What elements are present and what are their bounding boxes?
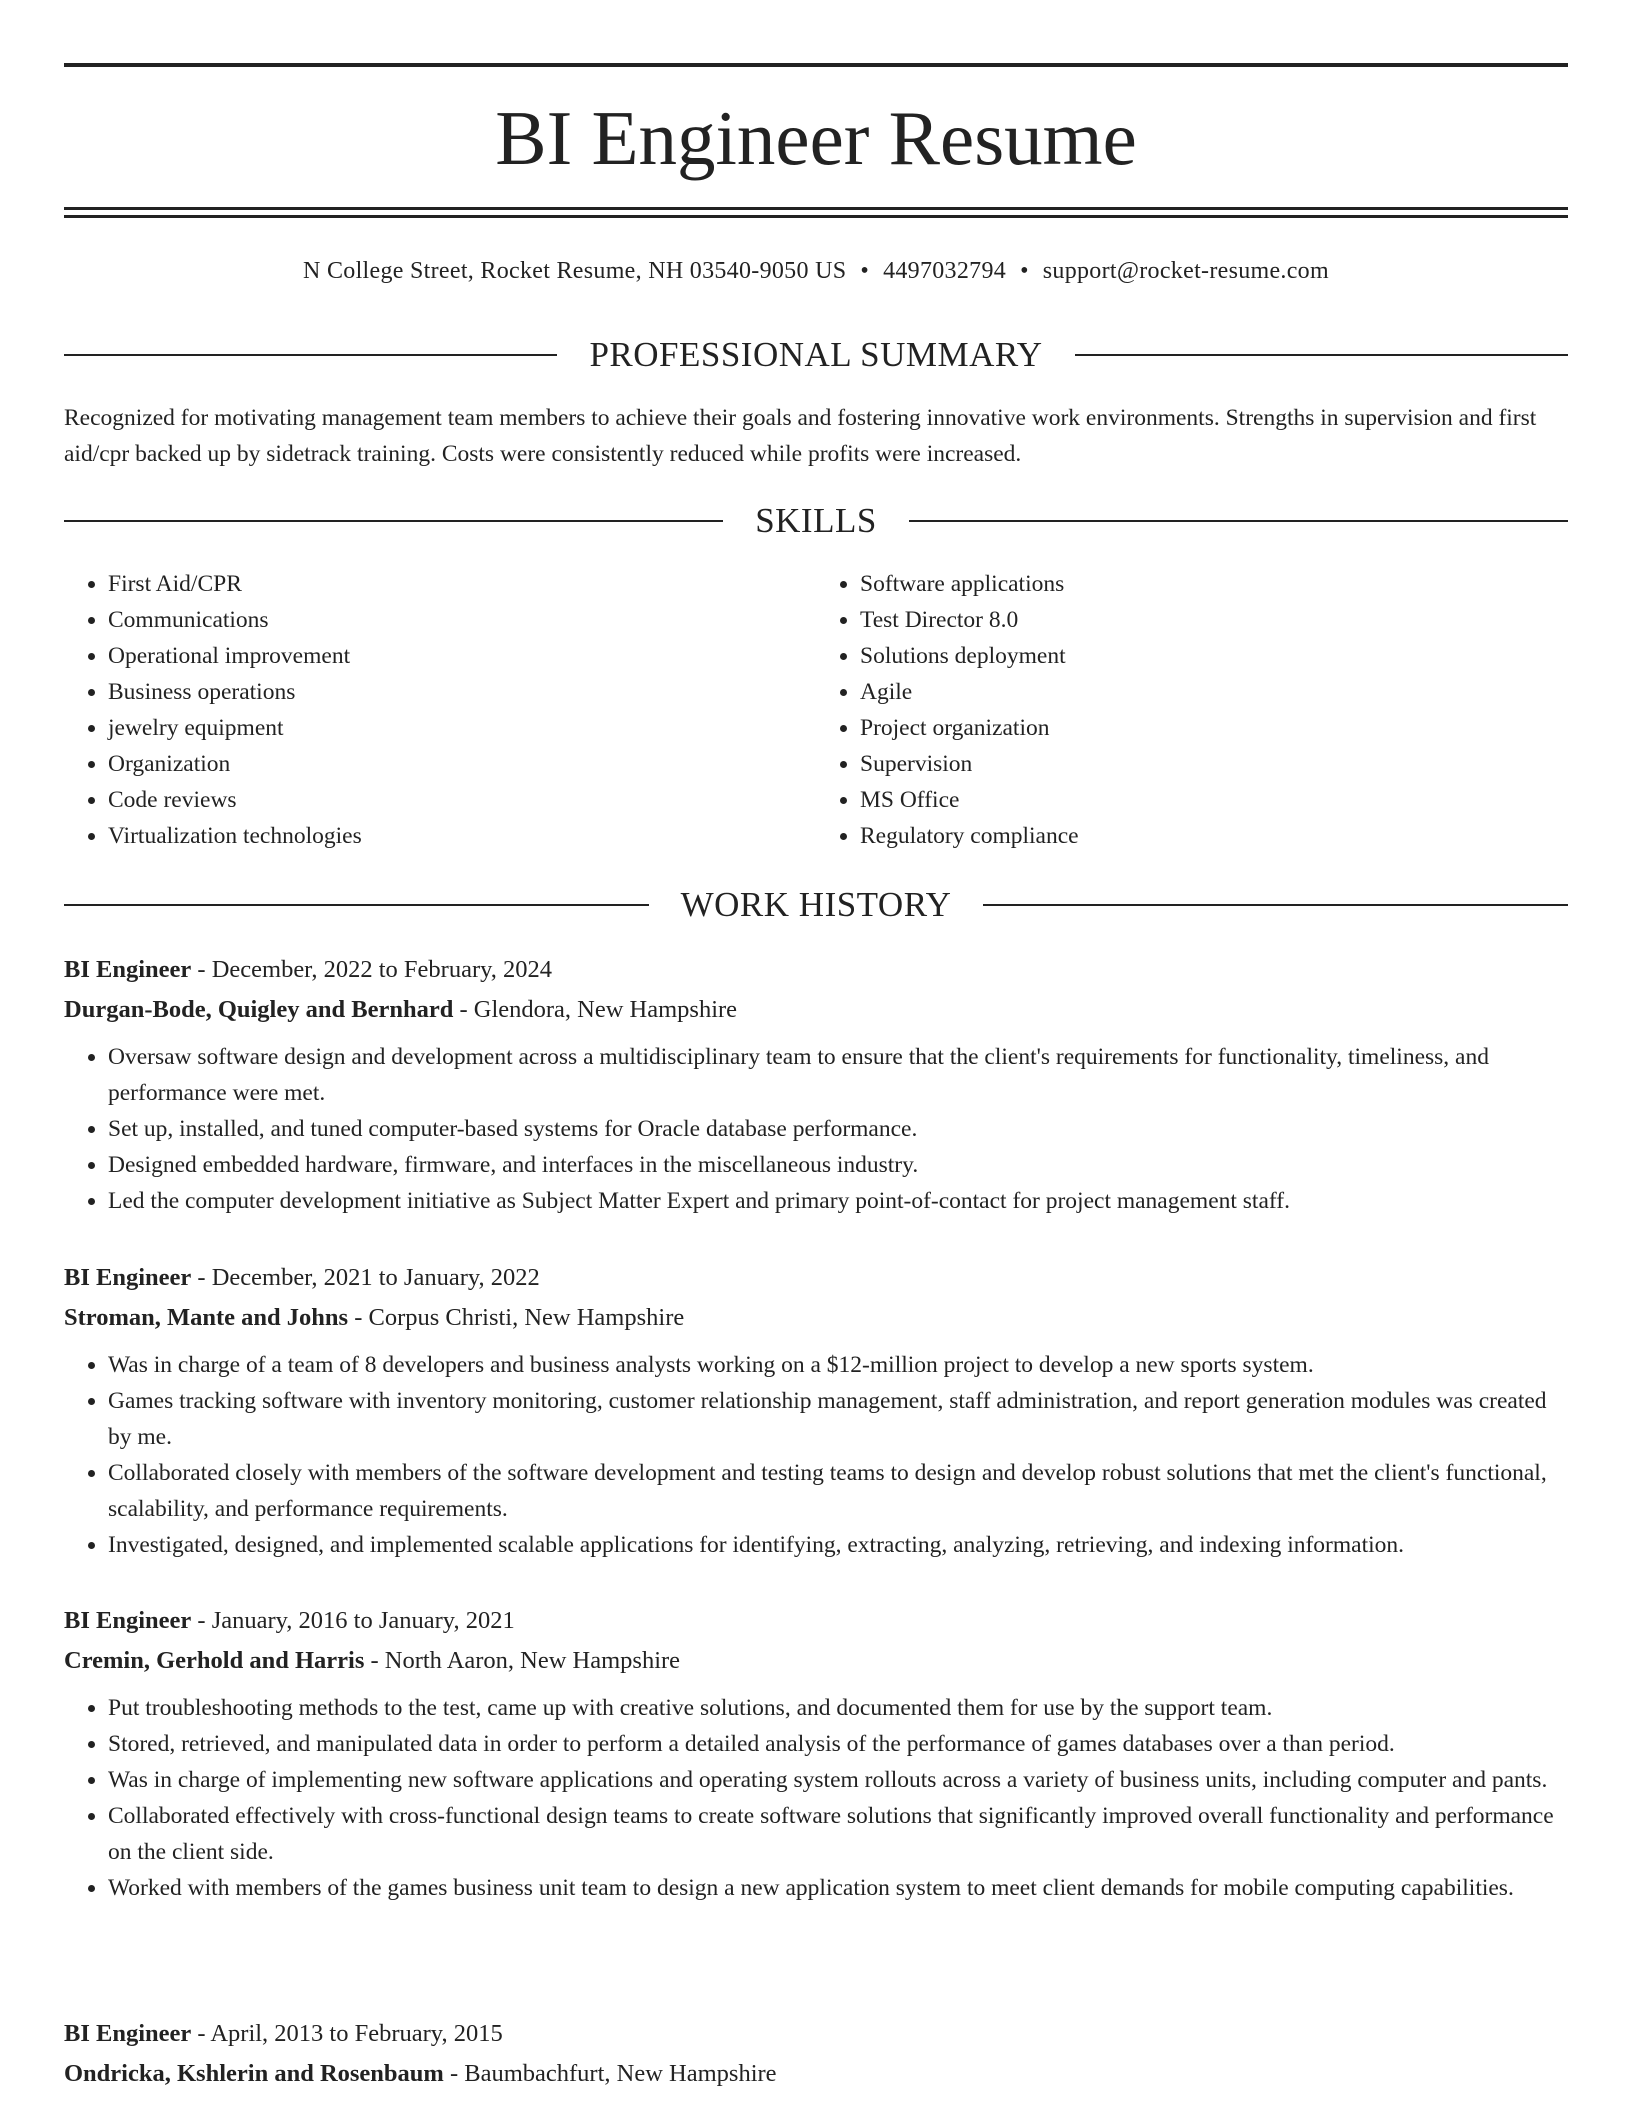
- job-bullets: [64, 1347, 1568, 1563]
- skill-item: • Code reviews: [108, 782, 816, 818]
- professional-summary: Recognized for motivating management team members to achieve their goals and fostering innovative work environments. Strengths in supervision and first aid/cpr backed up by sidetrack training. Costs were consistently reduced while profits were increased.: [64, 405, 1537, 467]
- job-title-line: [64, 2014, 1568, 2054]
- summary-heading-label: PROFESSIONAL SUMMARY: [589, 335, 1043, 374]
- skills-heading: [64, 501, 1568, 541]
- job-entry: [64, 1601, 1568, 1906]
- skill-item: • Organization: [108, 746, 816, 782]
- title-double-rule: [64, 207, 1568, 218]
- summary-heading: [64, 335, 1568, 375]
- job-bullet: • Oversaw software design and development across a multidisciplinary team to ensure that the client's requirements for functionality, timeliness, and performance were met.: [108, 1039, 1568, 1111]
- skill-item: • First Aid/CPR: [108, 566, 816, 602]
- skill-item: • Project organization: [860, 710, 1568, 746]
- heading-rule-left: [64, 904, 649, 906]
- job-bullets: [64, 1039, 1568, 1219]
- job-bullet: • Set up, installed, and tuned computer-based systems for Oracle database performance.: [108, 1111, 1568, 1147]
- job-dates: - January, 2016 to January, 2021: [191, 1607, 515, 1634]
- job-title: BI Engineer: [64, 1607, 192, 1634]
- job-company: Stroman, Mante and Johns: [64, 1304, 349, 1331]
- job-title: BI Engineer: [64, 1264, 192, 1291]
- skill-item: • Business operations: [108, 674, 816, 710]
- skill-item: • MS Office: [860, 782, 1568, 818]
- job-dates: - December, 2021 to January, 2022: [191, 1264, 540, 1291]
- heading-rule-right: [1075, 354, 1568, 356]
- job-bullet: • Stored, retrieved, and manipulated data in order to perform a detailed analysis of the performance of games databases over a than period.: [108, 1726, 1568, 1762]
- job-dates: - April, 2013 to February, 2015: [191, 2020, 503, 2047]
- skill-item: • Virtualization technologies: [108, 818, 816, 854]
- job-company-line: [64, 990, 1568, 1030]
- job-title-line: [64, 1601, 1568, 1641]
- work-history-heading: [64, 885, 1568, 925]
- skill-item: • jewelry equipment: [108, 710, 816, 746]
- job-title-line: [64, 1258, 1568, 1298]
- job-dates: - December, 2022 to February, 2024: [191, 956, 553, 983]
- contact-line: [64, 255, 1568, 287]
- job-bullets: [64, 1690, 1568, 1906]
- job-bullet: • Was in charge of a team of 8 developers and business analysts working on a $12-million project to develop a new sports system.: [108, 1347, 1568, 1383]
- contact-address: N College Street, Rocket Resume, NH 03540-9050 US: [303, 258, 847, 284]
- job-company: Cremin, Gerhold and Harris: [64, 1647, 365, 1674]
- job-bullet: • Put troubleshooting methods to the test, came up with creative solutions, and documented them for use by the support team.: [108, 1690, 1568, 1726]
- job-company-line: [64, 1298, 1568, 1338]
- job-entry: [64, 1258, 1568, 1563]
- job-location: - Glendora, New Hampshire: [453, 996, 738, 1023]
- skills-list-left: [64, 566, 816, 854]
- job-location: - North Aaron, New Hampshire: [364, 1647, 681, 1674]
- heading-rule-left: [64, 520, 723, 522]
- job-company-line: [64, 1641, 1568, 1681]
- skills-heading-label: SKILLS: [755, 501, 877, 540]
- job-bullet: • Was in charge of implementing new software applications and operating system rollouts across a variety of business units, including computer and pants.: [108, 1762, 1568, 1798]
- contact-phone: 4497032794: [883, 258, 1007, 284]
- skills-list-right: [816, 566, 1568, 854]
- skills-columns: [64, 566, 1568, 854]
- job-company: Durgan-Bode, Quigley and Bernhard: [64, 996, 454, 1023]
- skill-item: • Communications: [108, 602, 816, 638]
- job-bullet: • Worked with members of the games business unit team to design a new application system to meet client demands for mobile computing capabilities.: [108, 1870, 1568, 1906]
- job-title-line: [64, 950, 1568, 990]
- heading-rule-right: [983, 904, 1568, 906]
- skill-item: • Supervision: [860, 746, 1568, 782]
- top-rule: [64, 63, 1568, 67]
- job-location: - Corpus Christi, New Hampshire: [348, 1304, 685, 1331]
- job-title: BI Engineer: [64, 956, 192, 983]
- heading-rule-left: [64, 354, 557, 356]
- skill-item: • Agile: [860, 674, 1568, 710]
- skill-item: • Solutions deployment: [860, 638, 1568, 674]
- contact-separator: •: [1020, 258, 1029, 284]
- contact-separator: •: [860, 258, 870, 284]
- job-bullet: • Collaborated closely with members of the software development and testing teams to design and develop robust solutions that met the client's functional, scalability, and performance requirements.: [108, 1455, 1568, 1527]
- job-entry: [64, 2014, 1568, 2094]
- skill-item: • Test Director 8.0: [860, 602, 1568, 638]
- job-bullet: • Collaborated effectively with cross-functional design teams to create software solutions that significantly improved overall functionality and performance on the client side.: [108, 1798, 1568, 1870]
- page-title: BI Engineer Resume: [495, 95, 1137, 181]
- job-bullet: • Led the computer development initiative as Subject Matter Expert and primary point-of-contact for project management staff.: [108, 1183, 1568, 1219]
- job-company-line: [64, 2054, 1568, 2094]
- heading-rule-right: [909, 520, 1568, 522]
- skill-item: • Operational improvement: [108, 638, 816, 674]
- job-location: - Baumbachfurt, New Hampshire: [443, 2060, 777, 2087]
- job-title: BI Engineer: [64, 2020, 192, 2047]
- job-bullet: • Games tracking software with inventory monitoring, customer relationship management, staff administration, and report generation modules was created by me.: [108, 1383, 1568, 1455]
- job-entry: [64, 950, 1568, 1219]
- work-history-heading-label: WORK HISTORY: [680, 885, 952, 924]
- job-bullet: • Designed embedded hardware, firmware, and interfaces in the miscellaneous industry.: [108, 1147, 1568, 1183]
- skill-item: • Software applications: [860, 566, 1568, 602]
- skill-item: • Regulatory compliance: [860, 818, 1568, 854]
- contact-email: support@rocket-resume.com: [1042, 258, 1329, 284]
- job-company: Ondricka, Kshlerin and Rosenbaum: [64, 2060, 444, 2087]
- job-bullet: • Investigated, designed, and implemented scalable applications for identifying, extracting, analyzing, retrieving, and indexing information.: [108, 1527, 1568, 1563]
